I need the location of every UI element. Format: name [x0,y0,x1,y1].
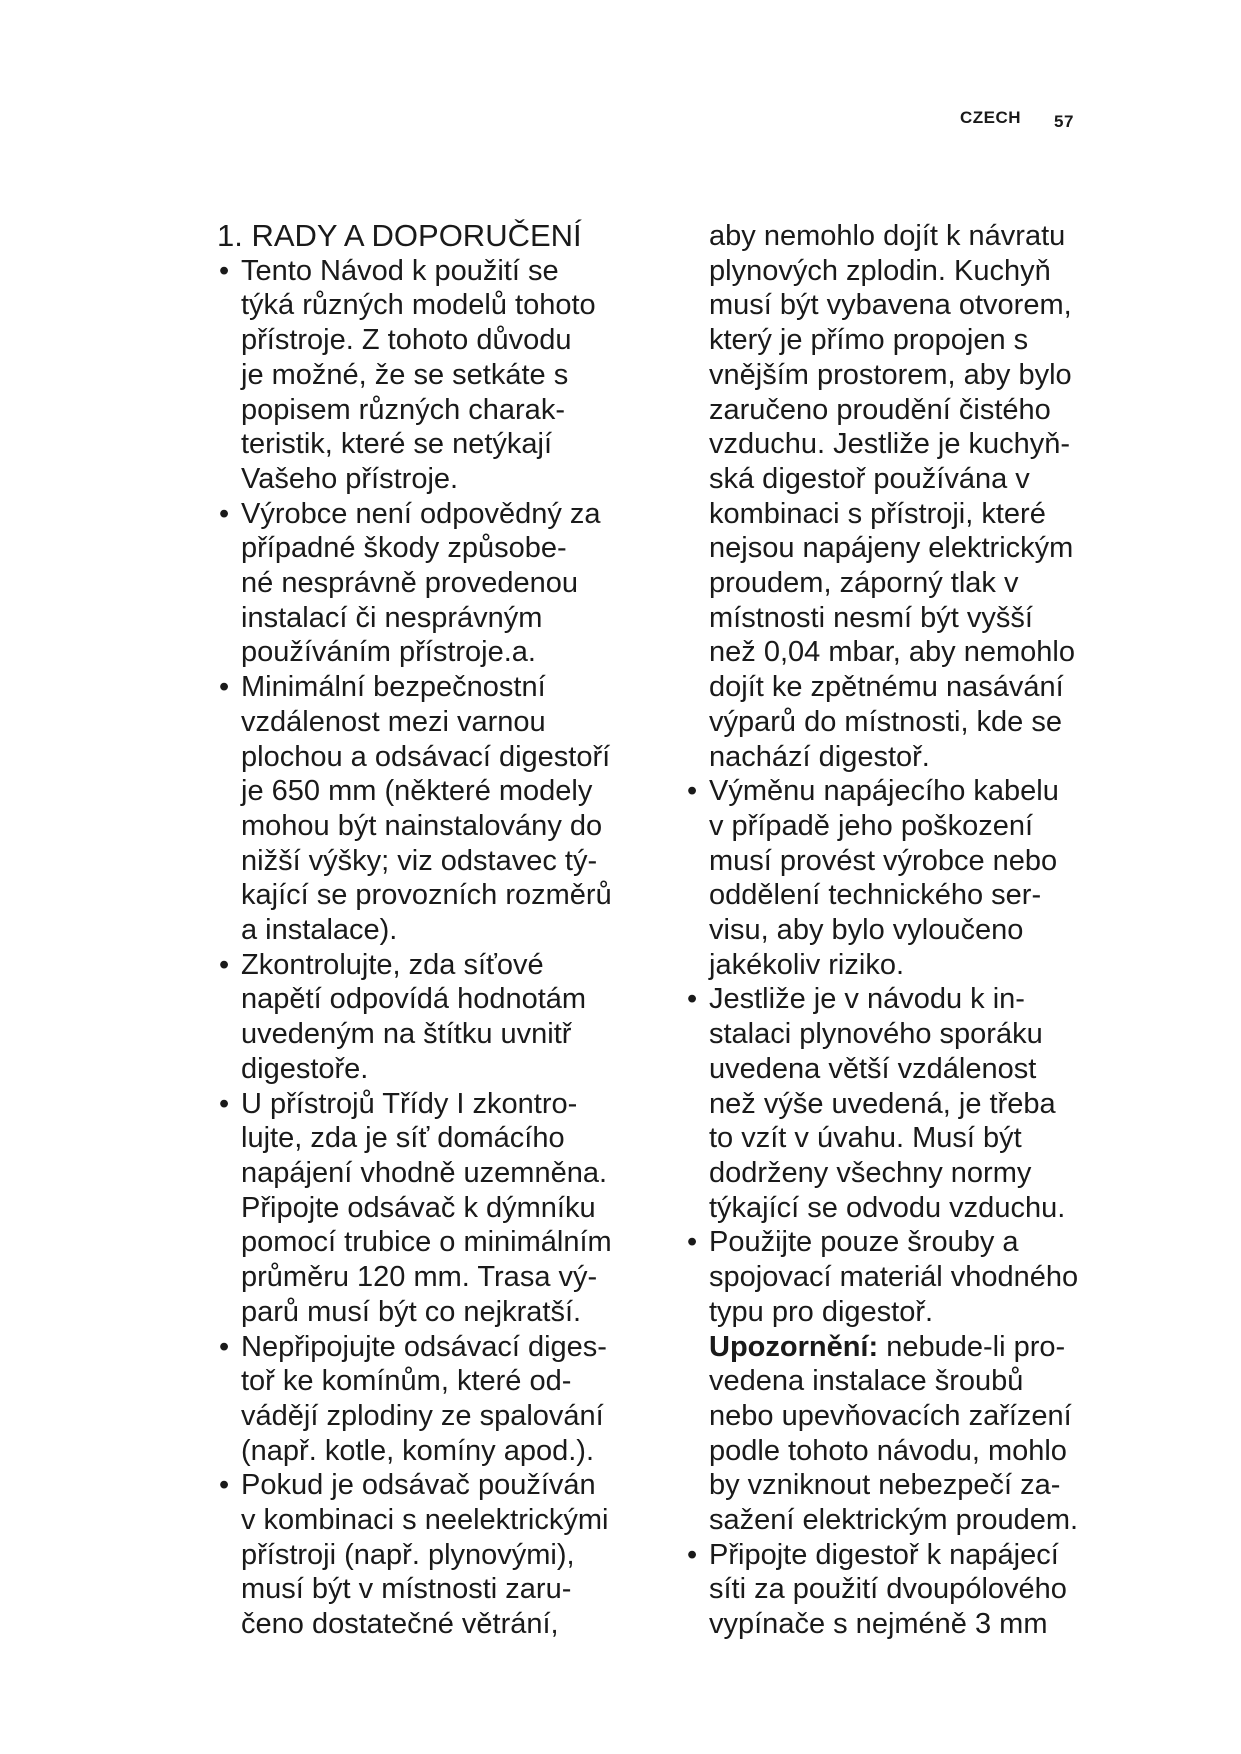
text-line: Tento Návod k použití se [241,254,559,287]
warning-text: nebude-li pro- [878,1330,1066,1363]
text-line: toř ke komínům, které od- [241,1365,572,1398]
text-line: spojovací materiál vhodného [709,1261,1079,1294]
text-line: uvedena větší vzdálenost [709,1052,1037,1085]
text-line: vypínače s nejméně 3 mm [709,1608,1048,1641]
text-line: Vašeho přístroje. [241,462,459,495]
text-line: sažení elektrickým proudem. [709,1504,1079,1537]
text-line: dodrženy všechny normy [709,1156,1032,1189]
bullet-icon: • [219,1469,230,1502]
list-item [215,1330,665,1469]
text-line: popisem různých charak- [241,393,565,426]
text-line: Připojte digestoř k napájecí [709,1538,1059,1571]
header-language: CZECH [960,108,1022,127]
list-item [215,1468,665,1642]
text-line: Použijte pouze šrouby a [709,1226,1019,1259]
text-line: Výměnu napájecího kabelu [709,775,1059,808]
text-line: visu, aby bylo vyloučeno [709,914,1024,947]
text-line: lujte, zda je síť domácího [241,1122,565,1155]
text-line: by vzniknout nebezpečí za- [709,1469,1061,1502]
text-line: nejsou napájeny elektrickým [709,532,1074,565]
text-line: mohou být nainstalovány do [241,809,603,842]
text-line: Pokud je odsávač používán [241,1469,596,1502]
list-item [683,1225,1138,1537]
text-line: a instalace). [241,914,398,947]
text-line: to vzít v úvahu. Musí být [709,1122,1022,1155]
bullet-icon: • [687,983,698,1016]
text-line: dojít ke zpětnému nasávání [709,671,1064,704]
left-bullet-list [215,254,665,1642]
text-line: uvedeným na štítku uvnitř [241,1018,572,1051]
list-item [215,254,665,497]
text-line: vádějí zplodiny ze spalování [241,1399,604,1432]
text-line: teristik, které se netýkají [241,428,553,461]
text-line: používáním přístroje.a. [241,636,536,669]
text-line: zaručeno proudění čistého [709,393,1051,426]
text-line: napájení vhodně uzemněna. [241,1156,608,1189]
list-item [683,774,1138,982]
text-line: místnosti nesmí být vyšší [709,601,1033,634]
text-line: plochou a odsávací digestoří [241,740,611,773]
text-line: vzduchu. Jestliže je kuchyň- [709,428,1071,461]
text-line: Nepřipojujte odsávací diges- [241,1330,607,1363]
text-line: průměru 120 mm. Trasa vý- [241,1261,598,1294]
text-line: oddělení technického ser- [709,879,1042,912]
text-line: musí být v místnosti zaru- [241,1573,572,1606]
text-line: přístroji (např. plynovými), [241,1538,575,1571]
text-line: v případě jeho poškození [709,809,1034,842]
text-line: aby nemohlo dojít k návratu [709,220,1066,252]
bullet-icon: • [219,671,230,704]
text-line: čeno dostatečné větrání, [241,1608,559,1641]
page-header [960,108,1120,138]
text-line: přístroje. Z tohoto důvodu [241,324,572,357]
list-item [215,1087,665,1330]
warning-label: Upozornění: [709,1330,879,1363]
text-line: typu pro digestoř. [709,1295,934,1328]
text-line: vedena instalace šroubů [709,1365,1024,1398]
warning-line [709,1330,1138,1365]
right-bullet-list [683,774,1138,1642]
text-line: plynových zplodin. Kuchyň [709,254,1051,287]
text-line: je 650 mm (některé modely [241,775,593,808]
text-line: Připojte odsávač k dýmníku [241,1191,596,1224]
text-line: vnějším prostorem, aby bylo [709,358,1072,391]
text-line: týká různých modelů tohoto [241,289,596,322]
text-line: který je přímo propojen s [709,324,1029,357]
page-number: 57 [1054,112,1074,131]
text-line: v kombinaci s neelektrickými [241,1504,609,1537]
right-column [683,219,1138,1642]
text-line: nižší výšky; viz odstavec tý- [241,844,598,877]
list-item [215,948,665,1087]
text-line: je možné, že se setkáte s [241,358,569,391]
text-line: jakékoliv riziko. [709,948,904,981]
text-line: podle tohoto návodu, mohlo [709,1434,1067,1467]
list-item [683,1538,1138,1642]
text-line: proudem, záporný tlak v [709,567,1019,600]
bullet-icon: • [219,1330,230,1363]
list-item [215,497,665,671]
bullet-icon: • [687,775,698,808]
continuation-paragraph [683,219,1138,774]
text-line: kombinaci s přístroji, které [709,497,1046,530]
text-line: týkající se odvodu vzduchu. [709,1191,1066,1224]
text-line: ská digestoř používána v [709,462,1030,495]
bullet-icon: • [219,1087,230,1120]
text-line: než 0,04 mbar, aby nemohlo [709,636,1075,669]
text-line: (např. kotle, komíny apod.). [241,1434,594,1467]
list-item [683,982,1138,1225]
bullet-icon: • [219,948,230,981]
text-line: kající se provozních rozměrů [241,879,612,912]
bullet-icon: • [687,1538,698,1571]
text-line: Minimální bezpečnostní [241,671,546,704]
text-line: napětí odpovídá hodnotám [241,983,587,1016]
text-line: musí být vybavena otvorem, [709,289,1072,322]
bullet-icon: • [219,497,230,530]
text-line: vzdálenost mezi varnou [241,705,546,738]
text-line: instalací či nesprávným [241,601,543,634]
text-line: než výše uvedená, je třeba [709,1087,1056,1120]
text-line: Výrobce není odpovědný za [241,497,601,530]
text-line: digestoře. [241,1052,369,1085]
left-column [215,219,665,1642]
text-line: Jestliže je v návodu k in- [709,983,1025,1016]
text-line: né nesprávně provedenou [241,567,578,600]
text-line: nebo upevňovacích zařízení [709,1399,1072,1432]
text-line: výparů do místnosti, kde se [709,705,1062,738]
text-line: pomocí trubice o minimálním [241,1226,612,1259]
text-line: Zkontrolujte, zda síťové [241,948,544,981]
bullet-icon: • [687,1226,698,1259]
section-title: 1. RADY A DOPORUČENÍ [217,218,582,253]
text-line: případné škody způsobe- [241,532,567,565]
text-line: musí provést výrobce nebo [709,844,1058,877]
list-item [215,670,665,948]
text-line: U přístrojů Třídy I zkontro- [241,1087,578,1120]
text-line: stalaci plynového sporáku [709,1018,1043,1051]
text-line: nachází digestoř. [709,740,930,773]
text-line: síti za použití dvoupólového [709,1573,1067,1606]
text-line: parů musí být co nejkratší. [241,1295,582,1328]
bullet-icon: • [219,254,230,287]
